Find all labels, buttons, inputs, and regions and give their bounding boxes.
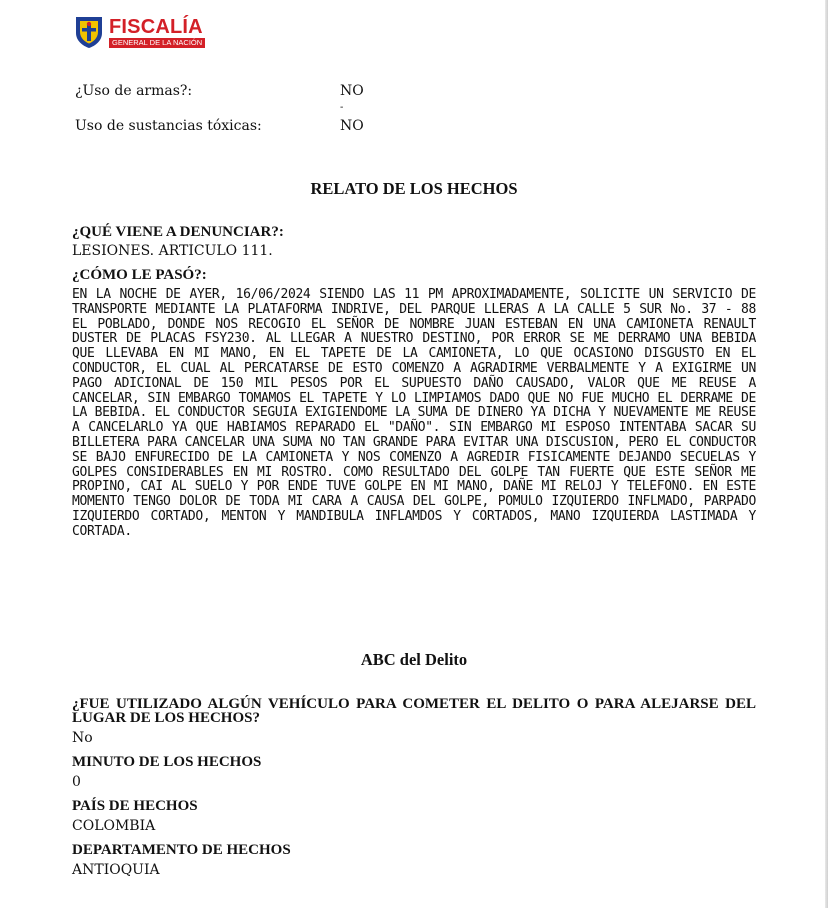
department-question: DEPARTAMENTO DE HECHOS (72, 842, 291, 858)
weapons-label: ¿Uso de armas?: (75, 83, 193, 99)
minute-question: MINUTO DE LOS HECHOS (72, 754, 262, 770)
vehicle-question: ¿FUE UTILIZADO ALGÚN VEHÍCULO PARA COMETER EL DELITO O PARA ALEJARSE DEL LUGAR DE LOS HECHOS? (72, 696, 756, 726)
logo-subtitle: GENERAL DE LA NACIÓN (109, 38, 205, 48)
abc-title: ABC del Delito (360, 650, 468, 669)
weapons-value: NO (340, 83, 364, 99)
department-answer: ANTIOQUIA (72, 862, 160, 878)
separator-dash: - (340, 102, 344, 113)
what-report-answer: LESIONES. ARTICULO 111. (72, 243, 273, 259)
relato-title: RELATO DE LOS HECHOS (310, 179, 518, 198)
fiscalia-logo (74, 14, 205, 50)
what-report-question: ¿QUÉ VIENE A DENUNCIAR?: (72, 224, 284, 240)
toxic-substances-label: Uso de sustancias tóxicas: (75, 118, 262, 134)
vehicle-answer: No (72, 730, 93, 746)
minute-answer: 0 (72, 774, 81, 790)
shield-icon (74, 15, 104, 49)
narrative-text: EN LA NOCHE DE AYER, 16/06/2024 SIENDO LAS 11 PM APROXIMADAMENTE, SOLICITE UN SERVICIO DE TRANSPORTE MEDIANTE LA PLATAFORMA INDRIVE, DEL PARQUE LLERAS A LA CALLE 5 SUR No. 37 - 88 EL POBLADO, DONDE NOS RECOGIO EL SEÑOR DE NOMBRE JUAN ESTEBAN EN UNA CAMIONETA RENAULT DUSTER DE PLACAS FSY230. AL LLEGAR A NUESTRO DESTINO, POR ERROR SE ME DERRAMO UNA BEBIDA QUE LLEVABA EN MI MANO, EN EL TAPETE DE LA CAMIONETA, LO QUE OCASIONO DISGUSTO EN EL CONDUCTOR, EL CUAL AL PERCATARSE DE ESTO COMENZO A AGRADIRME VERBALMENTE Y A EXIGIRME UN PAGO ADICIONAL DE 150 MIL PESOS POR EL SUPUESTO DAÑO CAUSADO, VALOR QUE ME REUSE A CANCELAR, SIN EMBARGO TOMAMOS EL TAPETE Y LO LIMPIAMOS DADO QUE NO FUE MUCHO EL DERRAME DE LA BEBIDA. EL CONDUCTOR SEGUIA EXIGIENDOME LA SUMA DE DINERO YA DICHA Y NUEVAMENTE ME REUSE A CANCELARLO YA QUE HABIAMOS REPARADO EL "DAÑO". SIN EMBARGO MI ESPOSO INTENTABA SACAR SU BILLETERA PARA CANCELAR UNA SUMA NO TAN GRANDE PARA EVITAR UNA DISCUSION, PERO EL CONDUCTOR SE BAJO ENFURECIDO DE LA CAMIONETA Y NOS COMENZO A AGREDIR FISICAMENTE DEJANDO SECUELAS Y GOLPES CONSIDERABLES EN MI ROSTRO. COMO RESULTADO DEL GOLPE TAN FUERTE QUE ESTE SEÑOR ME PROPINO, CAI AL SUELO Y POR ENDE TUVE GOLPE EN MI MANO, DAÑE MI RELOJ Y TELEFONO. EN ESTE MOMENTO TENGO DOLOR DE TODA MI CARA A CAUSA DEL GOLPE, POMULO IZQUIERDO INFLMADO, PARPADO IZQUIERDO CORTADO, MENTON Y MANDIBULA INFLAMDOS Y CORTADOS, MANO IZQUIERDA LASTIMADA Y CORTADA. (72, 287, 756, 539)
how-happened-question: ¿CÓMO LE PASÓ?: (72, 267, 207, 283)
logo-name: FISCALÍA (109, 15, 203, 38)
toxic-substances-value: NO (340, 118, 364, 134)
country-question: PAÍS DE HECHOS (72, 798, 198, 814)
country-answer: COLOMBIA (72, 818, 156, 834)
